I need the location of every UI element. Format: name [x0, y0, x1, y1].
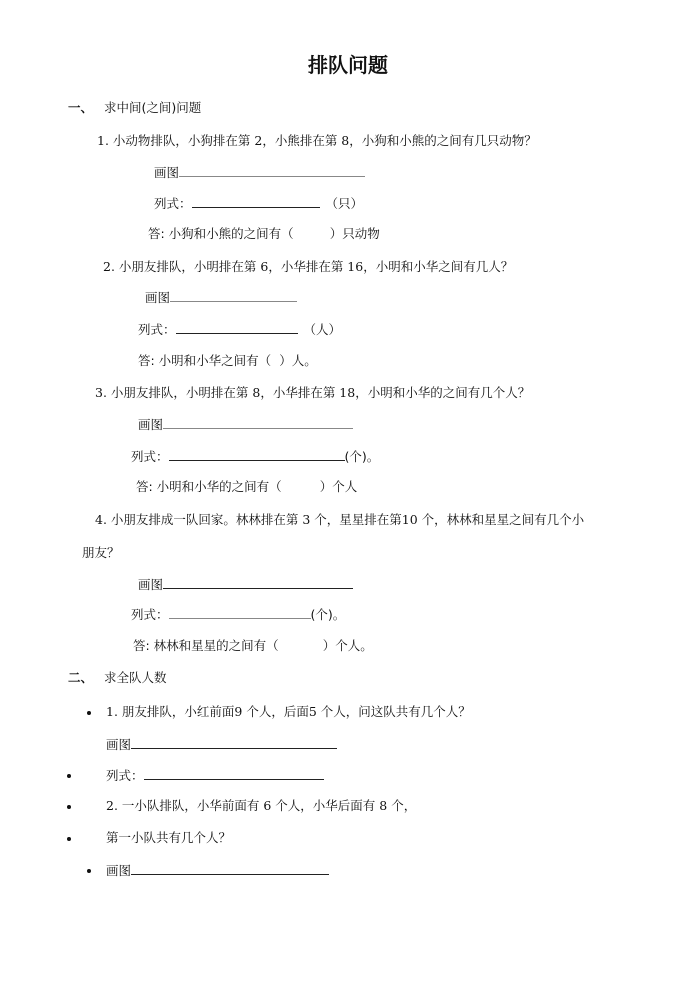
formula-label: 列式：: [106, 768, 144, 783]
unit-label: (个)。: [344, 449, 380, 464]
draw-blank[interactable]: [131, 736, 337, 749]
draw-blank[interactable]: [170, 289, 297, 302]
q1-4-answer-row: [133, 638, 373, 654]
q2-1-draw-row: [106, 736, 337, 753]
q1-3-draw-row: [138, 416, 353, 433]
formula-blank[interactable]: [176, 321, 298, 334]
draw-label: 画图: [154, 165, 180, 180]
answer-suffix: ）个人。: [322, 638, 373, 653]
question-2-2-line-1: 2. 一小队排队，小华前面有 6 个人，小华后面有 8 个，: [106, 798, 417, 813]
question-1-3: 3. 小朋友排队，小明排在第 8，小华排在第 18，小明和小华的之间有几个人？: [95, 385, 531, 400]
q1-2-draw-row: [145, 289, 297, 306]
bullet-icon: [67, 774, 71, 778]
formula-label: 列式：: [131, 449, 169, 464]
formula-label: 列式：: [138, 322, 176, 337]
section-1-heading: 求中间(之间)问题: [104, 100, 202, 115]
draw-label: 画图: [138, 577, 164, 592]
formula-blank[interactable]: [192, 195, 320, 208]
page-title: 排队问题: [308, 53, 388, 77]
answer-prefix: 答: 小明和小华的之间有（: [136, 479, 282, 494]
unit-label: (个)。: [310, 607, 346, 622]
q1-2-formula-row: [138, 321, 341, 338]
q2-1-formula-row: [106, 767, 324, 784]
question-2-1: 1. 朋友排队，小红前面9 个人，后面5 个人，问这队共有几个人？: [106, 704, 471, 719]
answer-suffix: ）人。: [279, 353, 317, 368]
q1-1-answer-row: [148, 226, 380, 242]
question-1-2: 2. 小朋友排队，小明排在第 6，小华排在第 16，小明和小华之间有几人？: [103, 259, 514, 274]
formula-label: 列式：: [131, 607, 169, 622]
q1-4-draw-row: [138, 576, 353, 593]
section-2-number: 二、: [68, 670, 94, 685]
draw-label: 画图: [145, 290, 171, 305]
draw-label: 画图: [106, 863, 132, 878]
draw-label: 画图: [138, 417, 164, 432]
q1-4-formula-row: [131, 606, 345, 623]
draw-blank[interactable]: [163, 576, 353, 589]
draw-blank[interactable]: [179, 164, 365, 177]
section-2-heading: 求全队人数: [104, 670, 167, 685]
question-1-4-line-2: 朋友？: [82, 545, 120, 560]
section-1-number: 一、: [68, 100, 94, 115]
q1-3-formula-row: [131, 448, 379, 465]
unit-label: （只）: [325, 196, 364, 211]
q1-1-formula-row: [154, 195, 363, 212]
question-1-1: 1. 小动物排队，小狗排在第 2，小熊排在第 8，小狗和小熊的之间有几只动物？: [97, 133, 537, 148]
q1-1-draw-row: [154, 164, 365, 181]
formula-blank[interactable]: [144, 767, 324, 780]
bullet-icon: [67, 837, 71, 841]
bullet-icon: [87, 869, 91, 873]
formula-blank[interactable]: [169, 448, 345, 461]
answer-suffix: ）只动物: [329, 226, 380, 241]
formula-blank[interactable]: [169, 606, 311, 619]
bullet-icon: [67, 805, 71, 809]
answer-prefix: 答: 林林和星星的之间有（: [133, 638, 279, 653]
q1-3-answer-row: [136, 479, 357, 495]
answer-prefix: 答: 小明和小华之间有（: [138, 353, 272, 368]
answer-suffix: ）个人: [319, 479, 358, 494]
unit-label: （人）: [303, 322, 342, 337]
q1-2-answer-row: [138, 353, 317, 369]
answer-prefix: 答: 小狗和小熊的之间有（: [148, 226, 294, 241]
question-1-4-line-1: 4. 小朋友排成一队回家。林林排在第 3 个，星星排在第10 个，林林和星星之间有几个小: [95, 512, 585, 527]
draw-blank[interactable]: [131, 862, 329, 875]
q2-2-draw-row: [106, 862, 329, 879]
question-2-2-line-2: 第一小队共有几个人？: [106, 830, 232, 845]
draw-blank[interactable]: [163, 416, 353, 429]
formula-label: 列式：: [154, 196, 192, 211]
bullet-icon: [87, 711, 91, 715]
draw-label: 画图: [106, 737, 132, 752]
